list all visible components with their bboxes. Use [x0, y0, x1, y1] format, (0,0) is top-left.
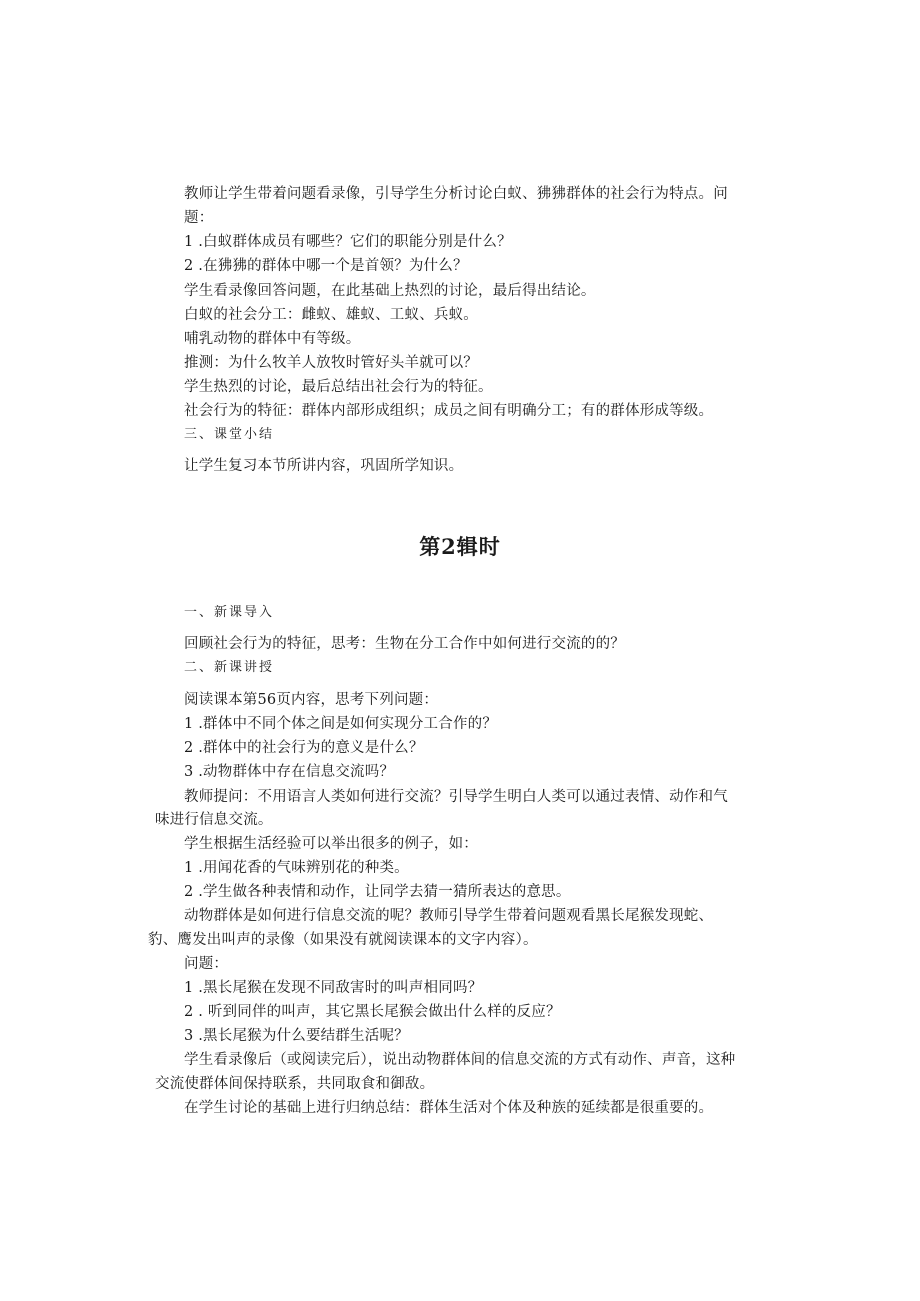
- paragraph-line: 阅读课本第56页内容，思考下列问题：: [184, 692, 439, 708]
- section-heading: 三、课堂小结: [184, 427, 275, 442]
- paragraph-line: 学生看录像回答问题，在此基础上热烈的讨论，最后得出结论。: [184, 283, 596, 299]
- question-item: 1 .群体中不同个体之间是如何实现分工合作的？: [184, 716, 498, 732]
- paragraph-line: 学生根据生活经验可以举出很多的例子，如：: [184, 836, 478, 852]
- question-item: 2 .群体中的社会行为的意义是什么？: [184, 740, 424, 756]
- paragraph-line: 交流使群体间保持联系，共同取食和御敌。: [155, 1076, 435, 1092]
- lesson-title: 第2辑时: [419, 534, 501, 559]
- paragraph-line: 学生看录像后（或阅读完后），说出动物群体间的信息交流的方式有动作、声音，这种: [184, 1052, 736, 1068]
- paragraph-line: 推测：为什么牧羊人放牧时管好头羊就可以？: [184, 355, 478, 371]
- paragraph-line: 学生热烈的讨论，最后总结出社会行为的特征。: [184, 379, 493, 395]
- paragraph-line: 在学生讨论的基础上进行归纳总结：群体生活对个体及种族的延续都是很重要的。: [184, 1100, 714, 1116]
- questions-label: 问题：: [184, 956, 229, 972]
- question-item: 1 .黑长尾猴在发现不同敌害时的叫声相同吗？: [184, 980, 483, 996]
- paragraph-line: 味进行信息交流。: [155, 812, 273, 828]
- paragraph-line: 教师提问：不用语言人类如何进行交流？引导学生明白人类可以通过表情、动作和气: [184, 789, 728, 805]
- question-item: 3 .动物群体中存在信息交流吗？: [184, 764, 395, 780]
- paragraph-line: 社会行为的特征：群体内部形成组织；成员之间有明确分工；有的群体形成等级。: [184, 403, 714, 419]
- paragraph-line: 哺乳动物的群体中有等级。: [184, 331, 361, 347]
- question-item: 2 .在狒狒的群体中哪一个是首领？为什么？: [184, 258, 468, 274]
- question-item: 1 .白蚁群体成员有哪些？它们的职能分别是什么？: [184, 234, 512, 250]
- paragraph-line: 白蚁的社会分工：雌蚁、雄蚁、工蚁、兵蚁。: [184, 307, 478, 323]
- paragraph-line: 豹、鹰发出叫声的录像（如果没有就阅读课本的文字内容）。: [148, 932, 538, 948]
- section-heading: 一、新课导入: [184, 605, 275, 620]
- paragraph-line: 动物群体是如何进行信息交流的呢？教师引导学生带着问题观看黑长尾猴发现蛇、: [184, 908, 714, 924]
- paragraph-line: 让学生复习本节所讲内容，巩固所学知识。: [184, 458, 464, 474]
- section-heading: 二、新课讲授: [184, 660, 275, 675]
- paragraph-line: 题：: [184, 210, 214, 226]
- question-item: 3 .黑长尾猴为什么要结群生活呢？: [184, 1028, 409, 1044]
- paragraph-line: 教师让学生带着问题看录像，引导学生分析讨论白蚁、狒狒群体的社会行为特点。问: [184, 186, 728, 202]
- paragraph-line: 回顾社会行为的特征，思考：生物在分工合作中如何进行交流的的？: [184, 636, 625, 652]
- example-item: 2 .学生做各种表情和动作，让同学去猜一猜所表达的意思。: [184, 884, 571, 900]
- question-item: 2 . 听到同伴的叫声，其它黑长尾猴会做出什么样的反应？: [184, 1004, 561, 1020]
- example-item: 1 .用闻花香的气味辨别花的种类。: [184, 860, 409, 876]
